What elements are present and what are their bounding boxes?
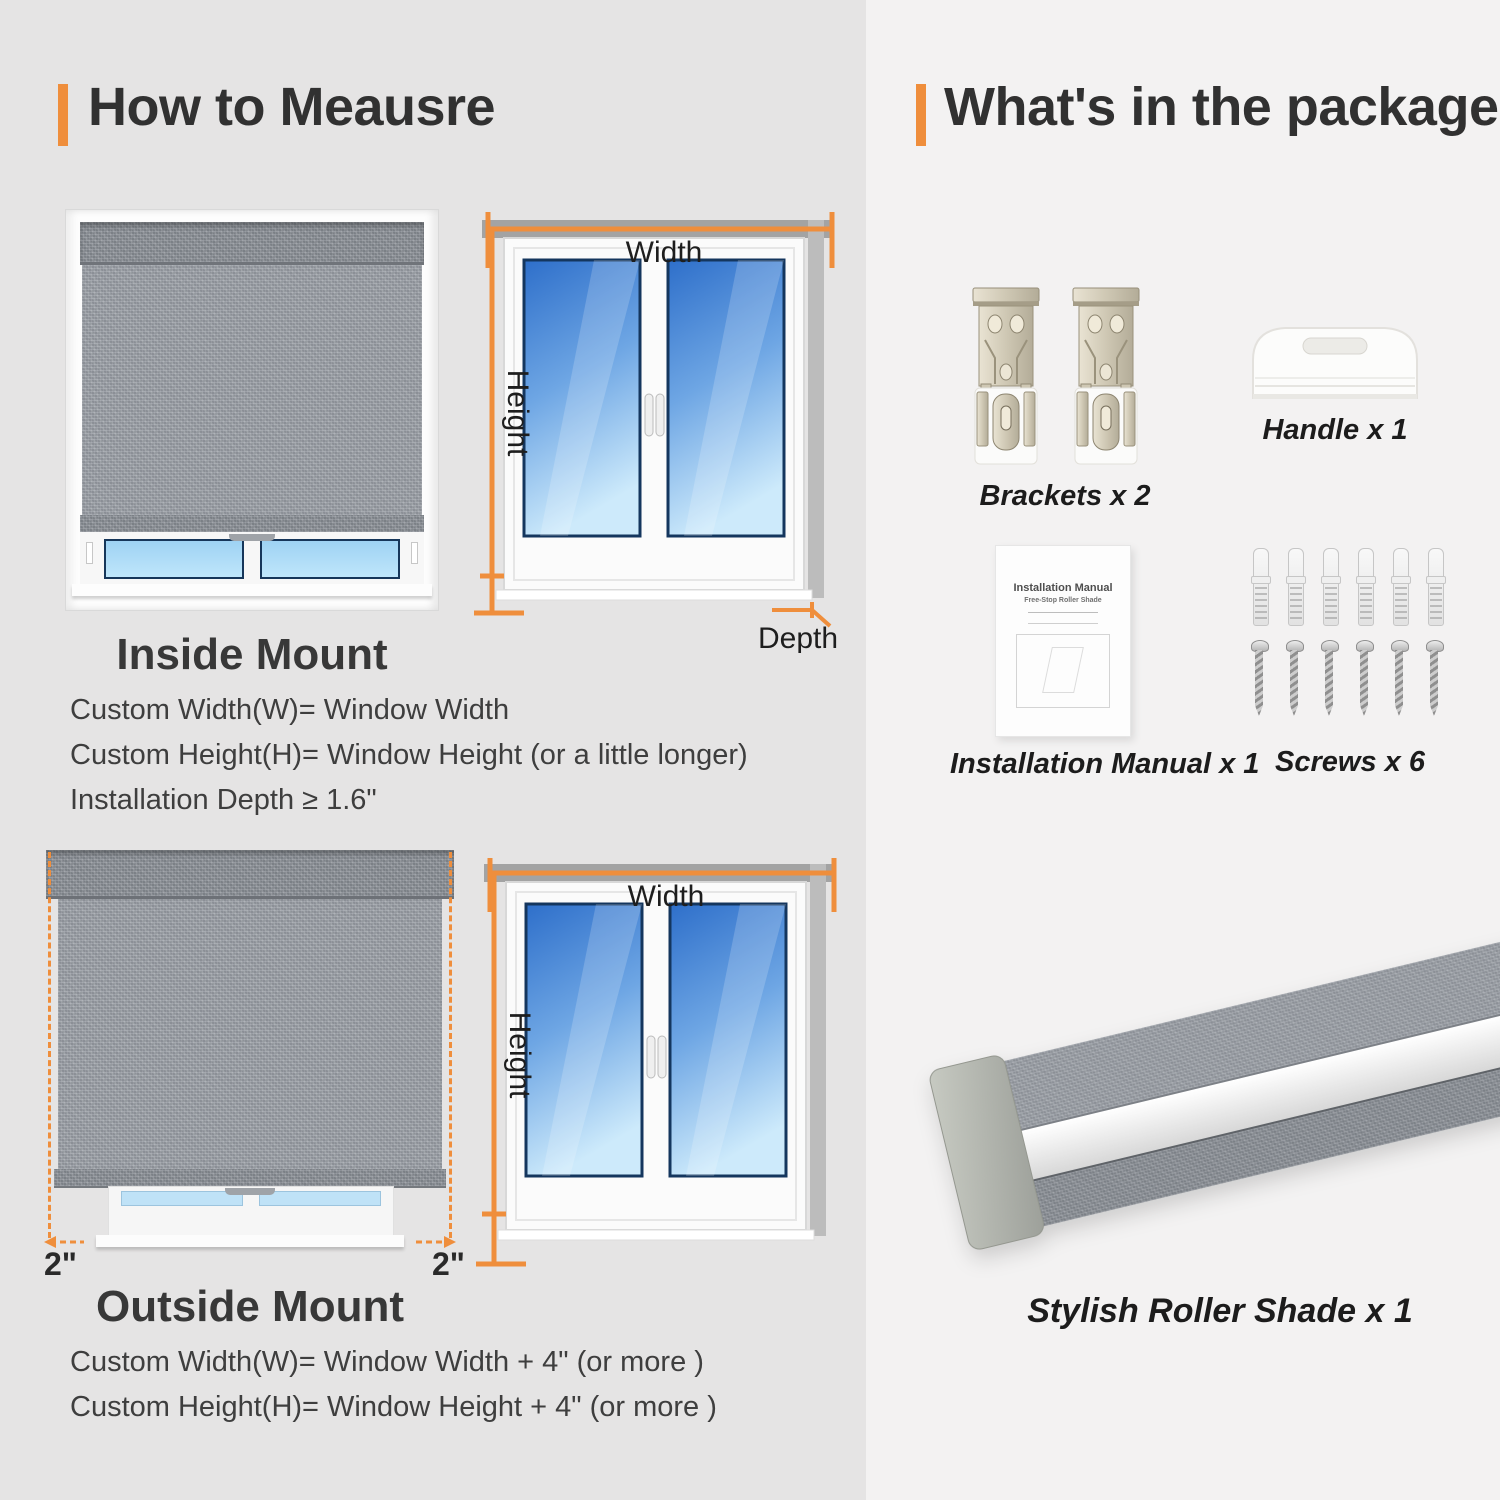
shade-cassette [80,222,424,265]
screw [1391,640,1407,718]
anchor [1288,548,1304,626]
spec-line: Installation Depth ≥ 1.6" [70,784,377,816]
door-handle-right [656,394,664,436]
height-label: Height [503,1011,536,1099]
shade-pull-tab [225,1188,275,1195]
outside-mount-diagram [470,850,860,1282]
installation-manual-image [995,545,1131,737]
anchor [1253,548,1269,626]
accent-bar-right [916,84,926,146]
window-sill [72,584,432,596]
door-handle-left [647,1036,655,1078]
roller-shade-image [939,925,1500,1240]
screw [1426,640,1442,718]
screw [1286,640,1302,718]
window-sill [96,1235,404,1247]
window-glass-left [121,1191,243,1206]
shade-fabric [82,265,422,515]
window-glass-left [104,539,244,579]
overhang-value-left: 2" [44,1246,77,1282]
brackets-image [971,286,1143,468]
handle-image [1245,316,1425,404]
handle-slot [1303,338,1367,354]
shade-fabric [58,899,442,1169]
shade-pull-tab [229,534,275,541]
manual-cover-subtitle: Free-Stop Roller Shade [1024,597,1102,604]
window-handle-right [411,542,418,564]
door-handle-right [658,1036,666,1078]
manual-label: Installation Manual x 1 [950,748,1260,780]
section-title-measure: How to Meausre [88,77,496,137]
window-glass-right [259,1191,381,1206]
screws-label: Screws x 6 [1275,746,1425,778]
width-label: Width [627,880,705,913]
section-title-package: What's in the package [944,77,1499,137]
bracket [973,288,1139,464]
sill [496,590,812,600]
shade-label: Stylish Roller Shade x 1 [1027,1292,1413,1330]
inside-mount-diagram [468,198,858,653]
anchor [1428,548,1444,626]
overhang-dash-right [449,852,452,1238]
inside-mount-photo [66,210,438,610]
inside-mount-caption: Inside Mount [116,630,388,679]
door-handle-left [645,394,653,436]
screw [1251,640,1267,718]
spec-line: Custom Height(H)= Window Height + 4" (or more ) [70,1391,717,1423]
spec-line: Custom Width(W)= Window Width [70,694,510,726]
wall-jamb [810,864,826,1236]
handle-label: Handle x 1 [1262,414,1408,446]
sill [498,1230,814,1240]
manual-cover-lines [1028,612,1098,624]
brackets-label: Brackets x 2 [979,480,1151,512]
accent-bar-left [58,84,68,146]
window-handle-left [86,542,93,564]
anchor [1358,548,1374,626]
wall-anchors [1253,548,1444,626]
screw [1321,640,1337,718]
depth-label: Depth [757,622,839,653]
shade-cassette [46,850,454,899]
spec-line: Custom Height(H)= Window Height (or a little longer) [70,739,748,771]
inside-mount-specs [70,688,748,823]
screw [1356,640,1372,718]
height-label: Height [501,369,534,457]
screws [1251,640,1442,718]
spec-line: Custom Width(W)= Window Width + 4" (or more ) [70,1346,704,1378]
overhang-value-right: 2" [432,1246,465,1282]
width-label: Width [625,236,703,269]
window-glass-right [260,539,400,579]
overhang-dash-left [48,852,51,1238]
manual-cover-title: Installation Manual [1013,582,1113,594]
manual-cover-diagram [1016,634,1110,708]
outside-mount-caption: Outside Mount [96,1282,404,1331]
outside-mount-photo [38,838,462,1266]
anchor [1393,548,1409,626]
outside-mount-specs [70,1340,717,1430]
wall-jamb [808,220,824,598]
anchor [1323,548,1339,626]
